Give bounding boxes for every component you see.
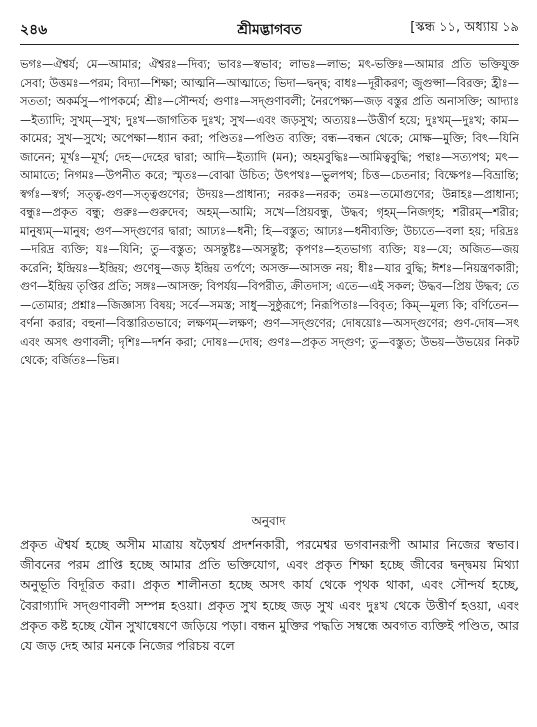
translation-heading: অনুবাদ [251, 514, 286, 528]
header-divider [20, 44, 519, 45]
book-title: শ্রীমদ্ভাগবত [237, 22, 302, 38]
page-number: ২৪৬ [20, 22, 48, 38]
translation-paragraph: প্রকৃত ঐশ্বর্য হচ্ছে অসীম মাত্রায় ষড়ৈশ্বর্য প্রদর্শনকারী, পরমেশ্বর ভগবানরূপী আমার নিজের স্বভাব। জীবনের পরম প্রাপ্তি হচ্ছে আমার প্রতি ভক্তিযোগ, এবং প্রকৃত শিক্ষা হচ্ছে জীবের দ্বন্দ্বময় মিথ্যা অনুভূতি বিদূরিত করা। প্রকৃত শালীনতা হচ্ছে অসৎ কার্য থেকে পৃথক থাকা, এবং সৌন্দর্য হচ্ছে, বৈরাগ্যাদি সদ্গুণাবলী সম্পন্ন হওয়া। প্রকৃত সুখ হচ্ছে জড় সুখ এবং দুঃখ থেকে উত্তীর্ণ হওয়া, এবং প্রকৃত কষ্ট হচ্ছে যৌন সুখান্বেষণে জড়িয়ে পড়া। বন্ধন মুক্তির পদ্ধতি সম্বন্ধে অবগত ব্যক্তিই পণ্ডিত, আর যে জড় দেহ আর মনকে নিজের পরিচয় বলে [20, 537, 519, 654]
page-header [20, 18, 519, 40]
synonyms-paragraph: ভগঃ—ঐশ্বর্য; মে—আমার; ঐশ্বরঃ—দিব্য; ভাবঃ—স্বভাব; লাভঃ—লাভ; মৎ-ভক্তিঃ—আমার প্রতি ভক্তিযুক্ত সেবা; উত্তমঃ—পরম; বিদ্যা—শিক্ষা; আত্মনি—আত্মাতে; ভিদা—দ্বন্দ্ব; বাধঃ—দূরীকরণ; জুগুপ্সা—বিরক্ত; হ্রীঃ—সততা; অকর্মসু—পাপকর্মে; শ্রীঃ—সৌন্দর্য; গুণাঃ—সদ্গুণাবলী; নৈরপেক্ষ্য—জড় বস্তুর প্রতি অনাসক্তি; আদ্যাঃ—ইত্যাদি; সুখম্—সুখ; দুঃখ—জাগতিক দুঃখ; সুখ—এবং জড়সুখ; অত্যয়ঃ—উত্তীর্ণ হয়ে; দুঃখম্—দুঃখ; কাম—কামের; সুখ—সুখে; অপেক্ষা—ধ্যান করা; পণ্ডিতঃ—পণ্ডিত ব্যক্তি; বন্ধ—বন্ধন থেকে; মোক্ষ—মুক্তি; বিৎ—যিনি জানেন; মূর্খঃ—মূর্খ; দেহ—দেহের দ্বারা; আদি—ইত্যাদি (মন); অহমবুদ্ধিঃ—আমিত্ববুদ্ধি; পন্থাঃ—সত্যপথ; মৎ—আমাতে; নিগমঃ—উপনীত করে; স্মৃতঃ—বোঝা উচিত; উৎপথঃ—ভুলপথ; চিত্ত—চেতনার; বিক্ষেপঃ—বিভ্রান্তি; স্বর্গঃ—স্বর্গ; সত্ত্ব-গুণ—সত্ত্বগুণের; উদয়ঃ—প্রাধান্য; নরকঃ—নরক; তমঃ—তমোগুণের; উন্নাহঃ—প্রাধান্য; বন্ধুঃ—প্রকৃত বন্ধু; গুরুঃ—গুরুদেব; অহম্—আমি; সখে—প্রিয়বন্ধু, উদ্ধব; গৃহম্—নিজগৃহ; শরীরম্—শরীর; মানুষ্যম্—মানুষ; গুণ—সদ্গুণের দ্বারা; আঢ্যঃ—ধনী; হি—বস্তুত; আঢ্যঃ—ধনীব্যক্তি; উচ্যতে—বলা হয়; দরিদ্রঃ—দরিদ্র ব্যক্তি; যঃ—যিনি; তু—বস্তুত; অসন্তুষ্টঃ—অসন্তুষ্ট; কৃপণঃ—হতভাগ্য ব্যক্তি; যঃ—যে; অজিত—জয় করেনি; ইন্দ্রিয়ঃ—ইন্দ্রিয়; গুণেষু—জড় ইন্দ্রিয় তর্পণে; অসক্ত—আসক্ত নয়; ধীঃ—যার বুদ্ধি; ঈশঃ—নিয়ন্ত্রণকারী; গুণ—ইন্দ্রিয় তৃপ্তির প্রতি; সঙ্গঃ—আসক্ত; বিপর্যয়—বিপরীত, ক্রীতদাস; এতে—এই সকল; উদ্ধব—প্রিয় উদ্ধব; তে—তোমার; প্রশ্নাঃ—জিজ্ঞাস্য বিষয়; সর্বে—সমস্ত; সাধু—সুষ্ঠুরূপে; নিরূপিতাঃ—বিবৃত; কিম্—মূল্য কি; বর্ণিতেন—বর্ণনা করার; বহুনা—বিস্তারিতভাবে; লক্ষণম্—লক্ষণ; গুণ—সদ্গুণের; দোষয়োঃ—অসদ্গুণের; গুণ-দোষ—সৎ এবং অসৎ গুণাবলী; দৃশিঃ—দর্শন করা; দোষঃ—দোষ; গুণঃ—প্রকৃত সদ্গুণ; তু—বস্তুত; উভয়—উভয়ের নিকট থেকে; বর্জিতঃ—ভিন্ন। [20, 58, 519, 367]
chapter-reference: [স্কন্ধ ১১, অধ্যায় ১৯ [410, 20, 519, 35]
